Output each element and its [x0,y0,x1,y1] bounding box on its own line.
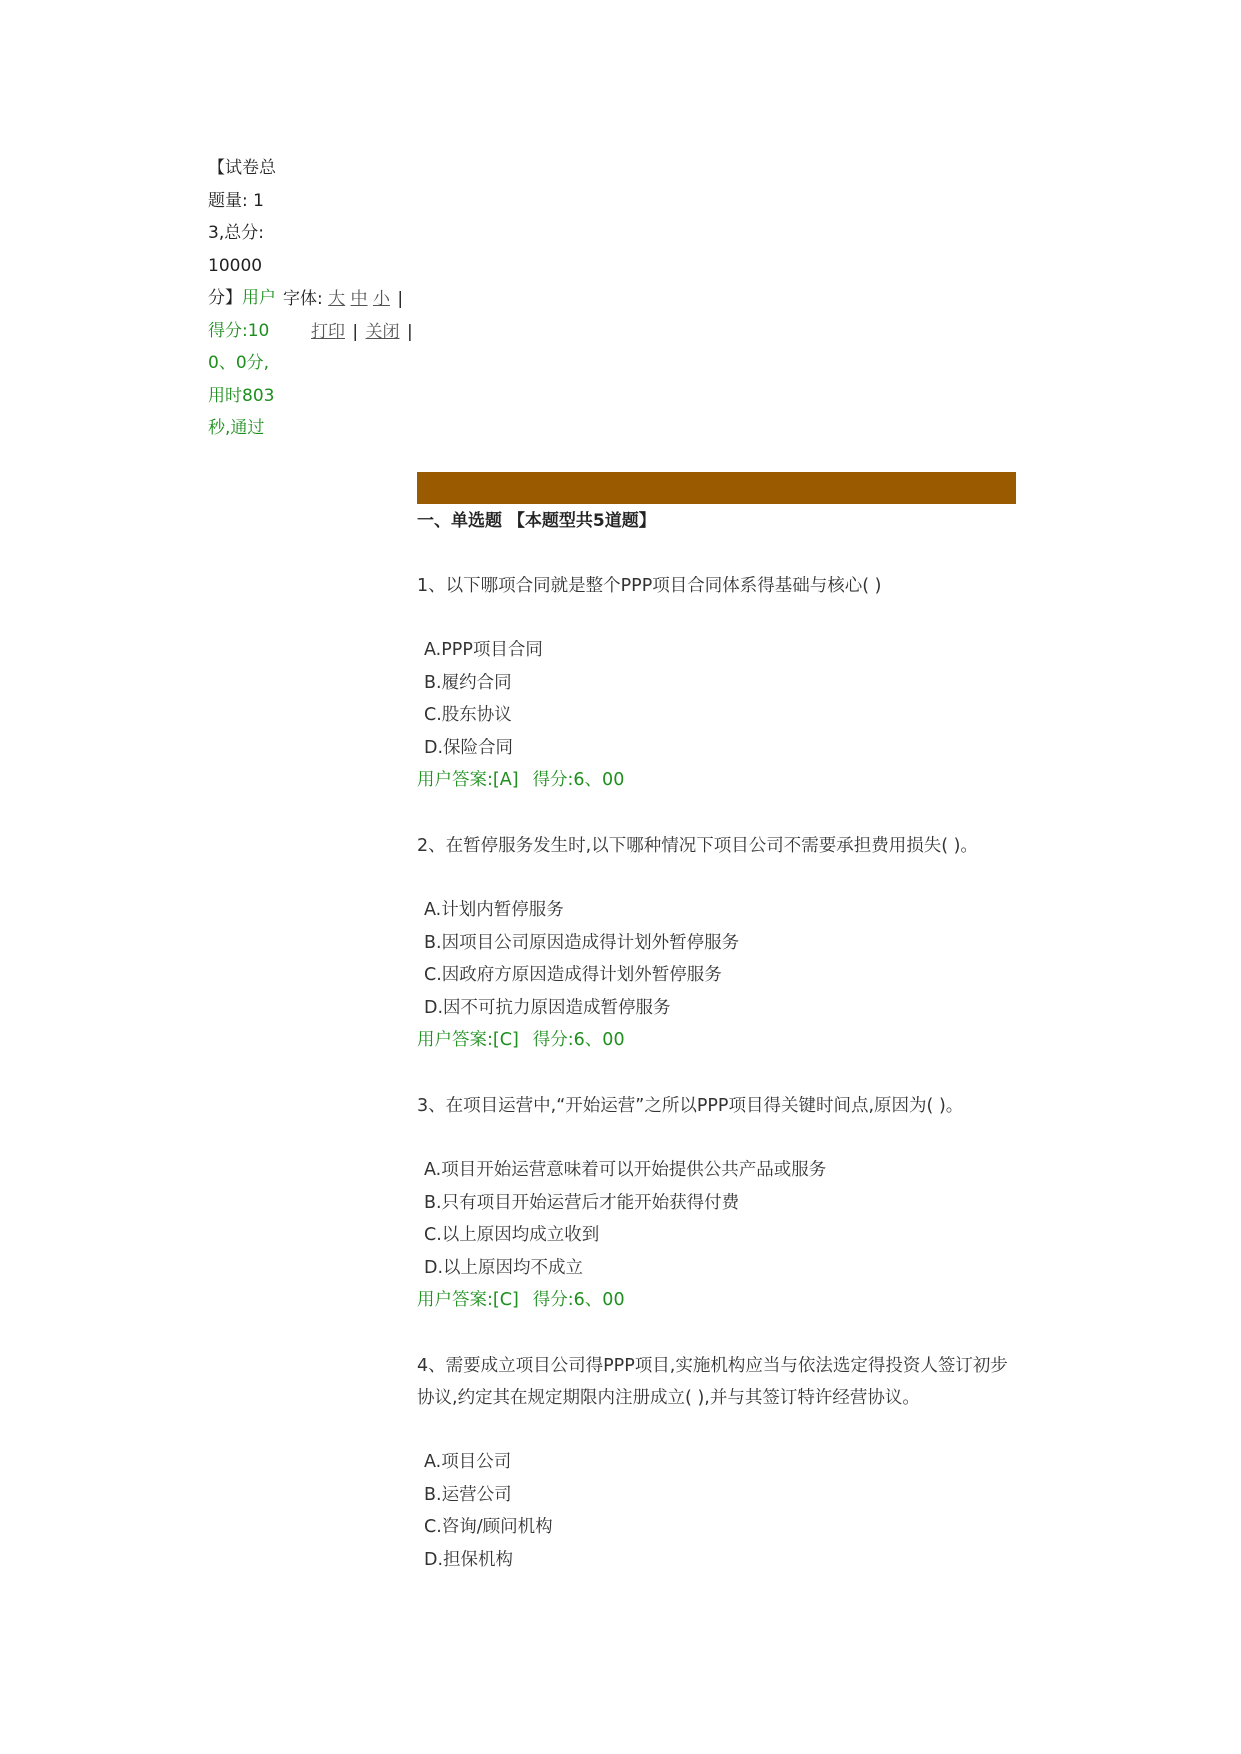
exam-summary [208,152,276,445]
option-d: D.因不可抗力原因造成暂停服务 [424,997,671,1018]
question-1 [417,570,1017,796]
option-d: D.保险合同 [424,737,514,758]
option-list [417,894,1017,1024]
font-label: 字体: [283,289,323,309]
option-b: B.因项目公司原因造成得计划外暂停服务 [424,932,740,953]
font-small-link[interactable]: 小 [372,289,390,309]
close-link[interactable]: 关闭 [365,321,400,342]
answer-line [417,1284,1017,1316]
option-c: C.因政府方原因造成得计划外暂停服务 [424,965,722,985]
font-toolbar [283,283,443,348]
option-d: D.以上原因均不成立 [424,1257,584,1278]
font-medium-link[interactable]: 中 [350,289,368,309]
user-answer: 用户答案:[C] [417,1290,519,1310]
option-d: D.担保机构 [424,1549,514,1570]
question-list [417,506,1017,1576]
font-large-link[interactable]: 大 [328,289,346,309]
question-text: 4、需要成立项目公司得PPP项目,实施机构应当与依法选定得投资人签订初步协议,约定其在规定期限内注册成立( ),并与其签订特许经营协议。 [417,1356,1008,1408]
option-c: C.以上原因均成立收到 [424,1225,600,1245]
answer-line [417,764,1017,796]
font-size-row [283,283,443,316]
question-text: 3、在项目运营中,“开始运营”之所以PPP项目得关键时间点,原因为( )。 [417,1096,964,1116]
question-score: 得分:6、00 [532,1290,625,1310]
option-list [417,1446,1017,1576]
question-score: 得分:6、00 [532,1030,625,1050]
question-4 [417,1350,1017,1576]
question-score: 得分:6、00 [532,770,625,790]
section-title: 一、单选题 【本题型共5道题】 [417,511,656,531]
option-list [417,634,1017,764]
question-3 [417,1090,1017,1316]
option-c: C.股东协议 [424,705,512,725]
question-text: 1、以下哪项合同就是整个PPP项目合同体系得基础与核心( ) [417,576,882,596]
user-answer: 用户答案:[C] [417,1030,519,1050]
option-b: B.只有项目开始运营后才能开始获得付费 [424,1192,740,1213]
option-c: C.咨询/顾问机构 [424,1517,553,1537]
actions-row [283,316,443,349]
option-b: B.运营公司 [424,1484,512,1505]
separator: | [406,321,413,342]
separator: | [397,289,404,309]
user-score-info: 用户得分:100、0分,用时803秒,通过 [208,288,276,438]
option-list [417,1154,1017,1284]
user-answer: 用户答案:[A] [417,770,519,790]
option-a: A.项目公司 [424,1452,512,1472]
option-a: A.项目开始运营意味着可以开始提供公共产品或服务 [424,1160,827,1180]
option-a: A.计划内暂停服务 [424,900,564,920]
print-link[interactable]: 打印 [311,321,345,342]
answer-line [417,1024,1017,1056]
separator: | [352,321,359,342]
section-banner [417,472,1016,504]
exam-total-info: 【试卷总题量: 13,总分: 10000分】 [208,158,276,308]
question-2 [417,830,1017,1056]
question-text: 2、在暂停服务发生时,以下哪种情况下项目公司不需要承担费用损失( )。 [417,836,978,856]
option-b: B.履约合同 [424,672,512,693]
option-a: A.PPP项目合同 [424,640,543,660]
